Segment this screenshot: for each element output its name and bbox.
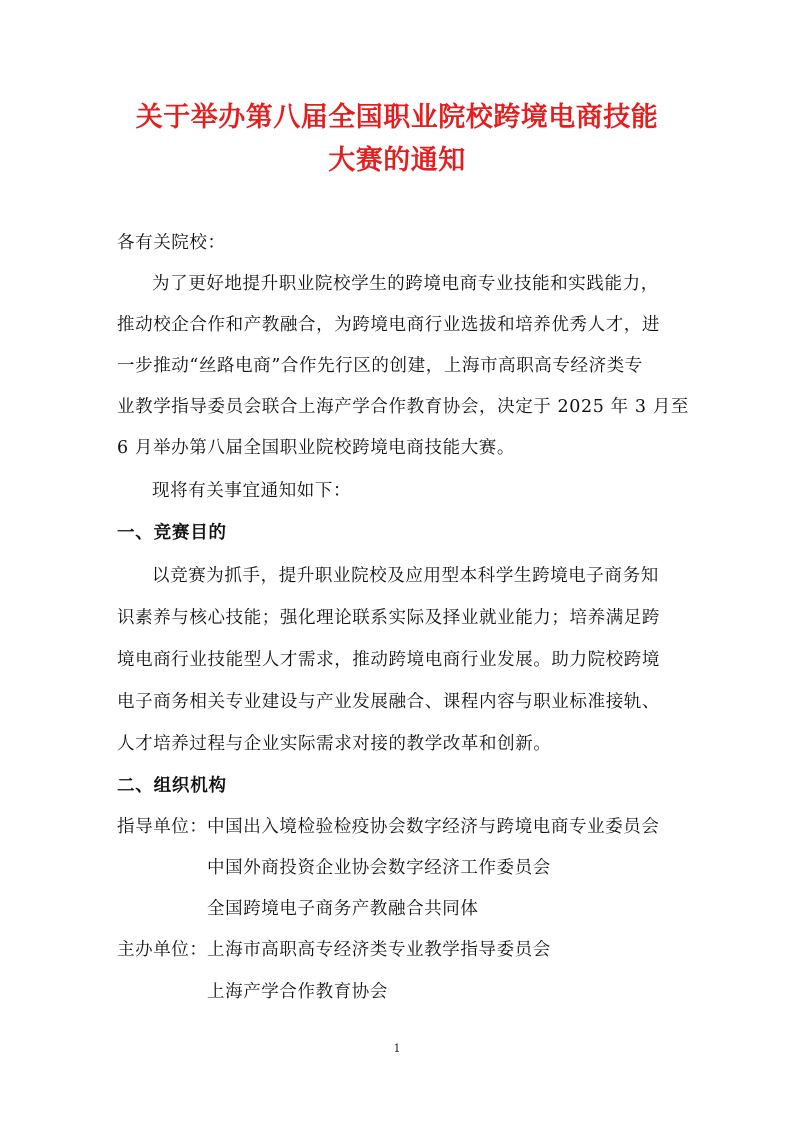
notice-line: 现将有关事宜通知如下： bbox=[152, 481, 352, 501]
purpose-paragraph-line: 识素养与核心技能；强化理论联系实际及择业就业能力；培养满足跨 bbox=[117, 608, 660, 628]
intro-paragraph-line: 业教学指导委员会联合上海产学合作教育协会，决定于 2025 年 3 月至 bbox=[117, 397, 690, 417]
document-title-line-1: 关于举办第八届全国职业院校跨境电商技能 bbox=[135, 102, 659, 133]
section-heading-organization: 二、组织机构 bbox=[117, 776, 227, 796]
salutation: 各有关院校： bbox=[117, 233, 226, 253]
purpose-paragraph-line: 人才培养过程与企业实际需求对接的教学改革和创新。 bbox=[117, 734, 552, 754]
intro-paragraph-line: 一步推动“丝路电商”合作先行区的创建，上海市高职高专经济类专 bbox=[117, 356, 643, 376]
guidance-unit-label: 指导单位： bbox=[117, 817, 208, 837]
purpose-paragraph-line: 境电商行业技能型人才需求，推动跨境电商行业发展。助力院校跨境 bbox=[117, 650, 660, 670]
guidance-unit-name: 中国出入境检验检疫协会数字经济与跨境电商专业委员会 bbox=[207, 817, 660, 837]
host-unit-label: 主办单位： bbox=[117, 940, 208, 960]
guidance-unit-name: 全国跨境电子商务产教融合共同体 bbox=[207, 899, 479, 919]
host-unit-name: 上海市高职高专经济类专业教学指导委员会 bbox=[207, 940, 551, 960]
intro-paragraph-line: 6 月举办第八届全国职业院校跨境电商技能大赛。 bbox=[117, 438, 515, 458]
document-title-line-2: 大赛的通知 bbox=[328, 145, 466, 176]
guidance-unit-name: 中国外商投资企业协会数字经济工作委员会 bbox=[207, 858, 551, 878]
purpose-paragraph-line: 电子商务相关专业建设与产业发展融合、课程内容与职业标准接轨、 bbox=[117, 692, 660, 712]
page-number: 1 bbox=[393, 1042, 401, 1055]
intro-paragraph-line: 推动校企合作和产教融合，为跨境电商行业选拔和培养优秀人才，进 bbox=[117, 315, 660, 335]
intro-paragraph-line: 为了更好地提升职业院校学生的跨境电商专业技能和实践能力， bbox=[152, 274, 659, 294]
section-heading-purpose: 一、竞赛目的 bbox=[117, 523, 227, 543]
host-unit-name: 上海产学合作教育协会 bbox=[207, 982, 388, 1002]
purpose-paragraph-line: 以竞赛为抓手，提升职业院校及应用型本科学生跨境电子商务知 bbox=[152, 566, 659, 586]
